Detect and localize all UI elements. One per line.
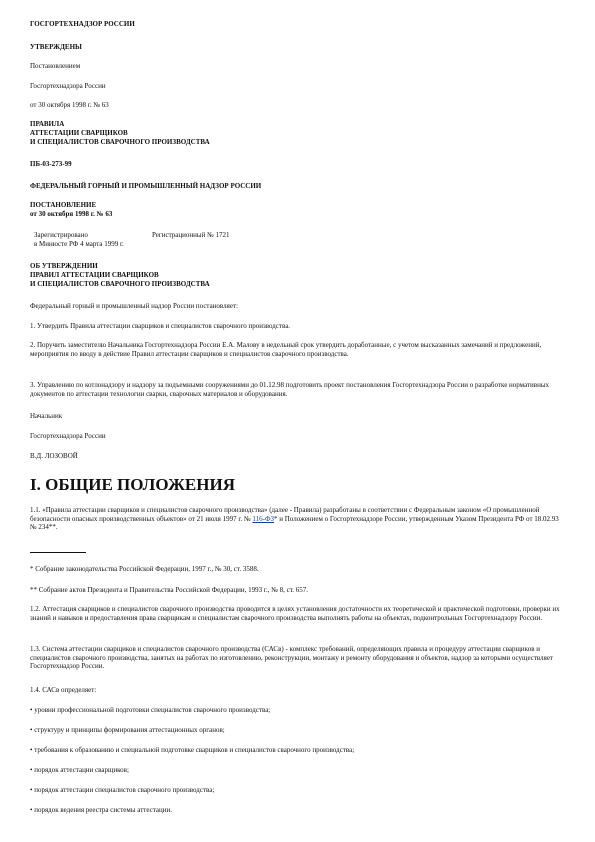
- rules-title-1: ПРАВИЛА: [30, 120, 65, 128]
- paragraph-1-1-text-b: * и Положением о Госгортехнадзоре России, утвержденным Указом Президента РФ от 18.02.93 № 234**.: [30, 514, 559, 532]
- approved-label: УТВЕРЖДЕНЫ: [30, 43, 82, 51]
- approval-title-3: И СПЕЦИАЛИСТОВ СВАРОЧНОГО ПРОИЗВОДСТВА: [30, 280, 210, 288]
- agency-line: Госгортехнадзора России: [30, 82, 106, 90]
- signature-name: В.Д. ЛОЗОВОЙ: [30, 452, 78, 460]
- section-paragraph-1-3: 1.3. Система аттестации сварщиков и специалистов сварочного производства (САСв) - комплекс требований, определяющих правила и процедуру аттестации сварщиков и специалистов сварочного производства, занятых на работах по изготовлению, реконструкции, монтажу и ремонту оборудования и объектов, надзор за которыми осуществляет Госгортехнадзор России.: [30, 645, 553, 671]
- footnote-divider: [30, 552, 86, 553]
- list-item: • уровни профессиональной подготовки специалистов сварочного производства;: [30, 706, 271, 714]
- approval-date: от 30 октября 1998 г. № 63: [30, 101, 109, 109]
- decree-paragraph-3: 3. Управлению по котлонадзору и надзору за подъемными сооружениями до 01.12.98 подготовить проект постановления Госгортехнадзора России о разработке нормативных документов по аттестации технологии сварки, сварочных материалов и оборудования.: [30, 381, 550, 398]
- doc-code: ПБ-03-273-99: [30, 160, 72, 168]
- signature-title-2: Госгортехнадзора России: [30, 432, 106, 440]
- federal-agency-title: ФЕДЕРАЛЬНЫЙ ГОРНЫЙ И ПРОМЫШЛЕННЫЙ НАДЗОР РОССИИ: [30, 182, 262, 190]
- footnote-2: ** Собрание актов Президента и Правительства Российской Федерации, 1993 г., № 8, ст. 657.: [30, 586, 309, 594]
- paragraph-1-1-text-a: 1.1. «Правила аттестации сварщиков и специалистов сварочного производства» (далее - Правила) разработаны в соответствии с Федеральным законом «О промышленной безопасности опасных производственных объектов» от 21 июля 1997 г. №: [30, 506, 540, 523]
- rules-title-3: И СПЕЦИАЛИСТОВ СВАРОЧНОГО ПРОИЗВОДСТВА: [30, 138, 210, 146]
- decree-date: от 30 октября 1998 г. № 63: [30, 210, 113, 218]
- approval-title-1: ОБ УТВЕРЖДЕНИИ: [30, 262, 98, 270]
- decree-paragraph-1: 1. Утвердить Правила аттестации сварщиков и специалистов сварочного производства.: [30, 322, 291, 330]
- list-item: • порядок ведения реестра системы аттестации.: [30, 806, 172, 814]
- registration-label: Зарегистрировано: [34, 231, 88, 239]
- agency-header: ГОСГОРТЕХНАДЗОР РОССИИ: [30, 20, 135, 28]
- list-item: • структуру и принципы формирования аттестационных органов;: [30, 726, 225, 734]
- section-paragraph-1-1: [30, 506, 565, 532]
- section-paragraph-1-2: 1.2. Аттестация сварщиков и специалистов сварочного производства проводится в целях установления достаточности их теоретической и практической подготовки, проверки их знаний и навыков и предоставления права сварщикам и специалистам сварочного производства выполнять работы на объектах, подконтрольных Госгортехнадзору России.: [30, 605, 560, 622]
- registration-ministry: в Минюсте РФ 4 марта 1999 г.: [34, 240, 124, 248]
- decree-paragraph-2: 2. Поручить заместителю Начальника Госгортехнадзора России Е.А. Малову в недельный срок утвердить доработанные, с учетом высказанных замечаний и предложений, мероприятия по вводу в действие Правил аттестации сварщиков и специалистов сварочного производства.: [30, 341, 542, 358]
- list-item: • порядок аттестации специалистов сварочного производства;: [30, 786, 215, 794]
- decree-label: Постановлением: [30, 62, 81, 70]
- approval-title-2: ПРАВИЛ АТТЕСТАЦИИ СВАРЩИКОВ: [30, 271, 159, 279]
- section-paragraph-1-4: 1.4. САСв определяет:: [30, 686, 97, 694]
- decree-title: ПОСТАНОВЛЕНИЕ: [30, 201, 97, 209]
- footnote-1: * Собрание законодательства Российской Федерации, 1997 г., № 30, ст. 3588.: [30, 565, 259, 573]
- signature-title-1: Начальник: [30, 412, 63, 420]
- decree-intro: Федеральный горный и промышленный надзор России постановляет:: [30, 302, 238, 310]
- rules-title-2: АТТЕСТАЦИИ СВАРЩИКОВ: [30, 129, 128, 137]
- list-item: • требования к образованию и специальной подготовке сварщиков и специалистов сварочного производства;: [30, 746, 355, 754]
- section-heading: I. ОБЩИЕ ПОЛОЖЕНИЯ: [30, 475, 235, 494]
- registration-number: Регистрационный № 1721: [152, 231, 230, 239]
- list-item: • порядок аттестации сварщиков;: [30, 766, 129, 774]
- federal-law-link[interactable]: 116-ФЗ: [252, 514, 274, 523]
